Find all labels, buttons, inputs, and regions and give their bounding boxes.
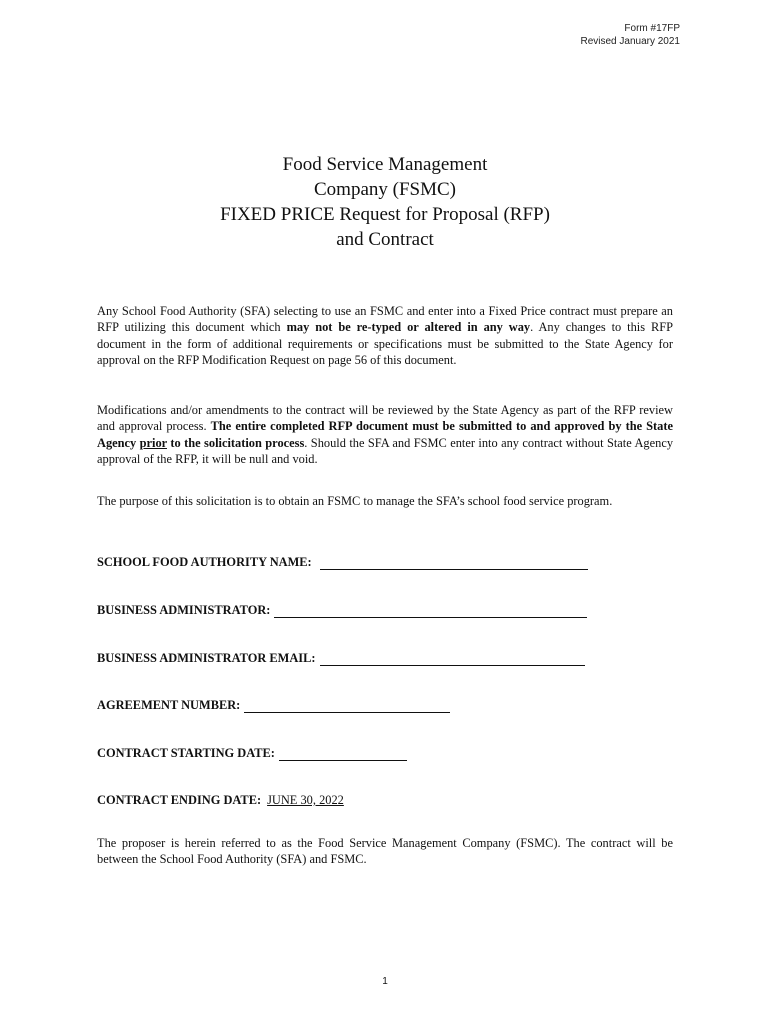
intro-bold-warning: may not be re-typed or altered in any way <box>286 320 531 335</box>
contract-start-field <box>97 746 407 761</box>
business-admin-email-blank[interactable] <box>320 653 585 666</box>
business-admin-field <box>97 603 587 618</box>
intro-text-a: Any School Food Authority (SFA) selecting to use an FSMC and enter into a Fixed Price contract must prepare an RFP utilizing this document which <box>97 304 673 335</box>
agreement-number-field <box>97 698 450 713</box>
revised-date: Revised January 2021 <box>580 36 680 47</box>
modifications-text-a: Modifications and/or amendments to the contract will be reviewed by the State Agency as part of the RFP review and approval process. <box>97 403 673 434</box>
business-admin-email-label: BUSINESS ADMINISTRATOR EMAIL: <box>97 651 316 665</box>
title-line-3: FIXED PRICE Request for Proposal (RFP) <box>220 204 550 225</box>
form-number: Form #17FP <box>624 23 680 34</box>
business-admin-email-field <box>97 651 585 666</box>
sfa-name-label: SCHOOL FOOD AUTHORITY NAME: <box>97 555 312 569</box>
business-admin-label: BUSINESS ADMINISTRATOR: <box>97 603 271 617</box>
modifications-bold-a: The entire completed RFP document must be submitted to and approved by the State Agency <box>97 419 673 450</box>
sfa-name-field <box>97 555 588 570</box>
agreement-number-blank[interactable] <box>244 700 450 713</box>
modifications-paragraph <box>97 402 673 468</box>
intro-paragraph <box>97 303 673 369</box>
proposer-paragraph: The proposer is herein referred to as the Food Service Management Company (FSMC). The contract will be between the School Food Authority (SFA) and FSMC. <box>97 836 673 867</box>
contract-start-blank[interactable] <box>279 748 407 761</box>
contract-end-label: CONTRACT ENDING DATE: <box>97 793 262 807</box>
title-line-2: Company (FSMC) <box>314 179 456 200</box>
modifications-prior: prior <box>139 435 167 450</box>
document-title <box>0 152 770 252</box>
contract-end-value: JUNE 30, 2022 <box>267 793 344 807</box>
sfa-name-blank[interactable] <box>320 557 588 570</box>
contract-start-label: CONTRACT STARTING DATE: <box>97 746 275 760</box>
form-header <box>580 22 680 48</box>
agreement-number-label: AGREEMENT NUMBER: <box>97 698 241 712</box>
contract-end-field <box>97 793 344 808</box>
modifications-bold-b: to the solicitation process <box>166 435 305 450</box>
page-number: 1 <box>382 976 388 987</box>
purpose-paragraph: The purpose of this solicitation is to obtain an FSMC to manage the SFA’s school food service program. <box>97 494 613 508</box>
intro-text-b: . Any changes to this RFP document in the form of additional requirements or specifications must be submitted to the State Agency for approval on the RFP Modification Request on page 56 of this document. <box>97 320 674 368</box>
business-admin-blank[interactable] <box>274 605 587 618</box>
title-line-1: Food Service Management <box>282 154 488 175</box>
modifications-text-b: . Should the SFA and FSMC enter into any contract without State Agency approval of the RFP, it will be null and void. <box>97 435 674 467</box>
title-line-4: and Contract <box>336 229 434 250</box>
